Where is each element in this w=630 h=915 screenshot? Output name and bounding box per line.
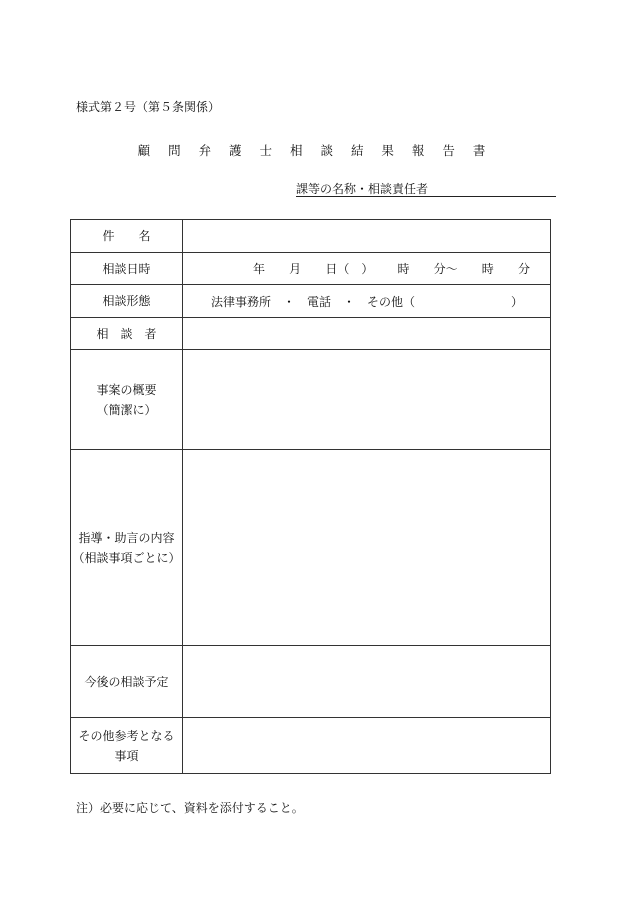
hour-end-unit: 時	[481, 262, 494, 276]
department-field[interactable]	[296, 180, 556, 197]
row-label-future-plan: 今後の相談予定	[71, 646, 183, 718]
report-table	[70, 219, 551, 774]
table-row	[71, 718, 551, 774]
year-unit: 年	[253, 262, 266, 276]
table-row	[71, 450, 551, 646]
consultant-field[interactable]	[183, 318, 551, 350]
row-label-subject: 件 名	[71, 220, 183, 253]
row-label-advice: 指導・助言の内容 （相談事項ごとに）	[71, 450, 183, 646]
minute-end-unit: 分	[517, 262, 530, 276]
row-label-consultant: 相 談 者	[71, 318, 183, 350]
other-field[interactable]	[183, 718, 551, 774]
table-row	[71, 318, 551, 350]
hour-start-unit: 時	[397, 262, 410, 276]
table-row	[71, 350, 551, 450]
row-label-datetime: 相談日時	[71, 253, 183, 285]
datetime-field[interactable]	[183, 253, 551, 285]
table-row	[71, 253, 551, 285]
future-plan-field[interactable]	[183, 646, 551, 718]
row-label-other: その他参考となる 事項	[71, 718, 183, 774]
subject-field[interactable]	[183, 220, 551, 253]
minute-start-unit: 分～	[433, 262, 458, 276]
document-title: 顧 問 弁 護 士 相 談 結 果 報 告 書	[137, 143, 493, 158]
department-label: 課等の名称・相談責任者	[296, 182, 429, 196]
month-unit: 月	[289, 262, 302, 276]
consult-type-field[interactable]	[183, 285, 551, 318]
row-label-summary: 事案の概要 （簡潔に）	[71, 350, 183, 450]
form-number: 様式第２号（第５条関係）	[76, 100, 221, 114]
table-row	[71, 285, 551, 318]
table-row	[71, 220, 551, 253]
summary-field[interactable]	[183, 350, 551, 450]
advice-field[interactable]	[183, 450, 551, 646]
row-label-consult-type: 相談形態	[71, 285, 183, 318]
day-unit: 日（ ）	[325, 262, 374, 276]
table-row	[71, 646, 551, 718]
footer-note: 注）必要に応じて、資料を添付すること。	[76, 801, 304, 815]
consult-type-options: 法律事務所 ・ 電話 ・ その他（ ）	[211, 294, 524, 309]
